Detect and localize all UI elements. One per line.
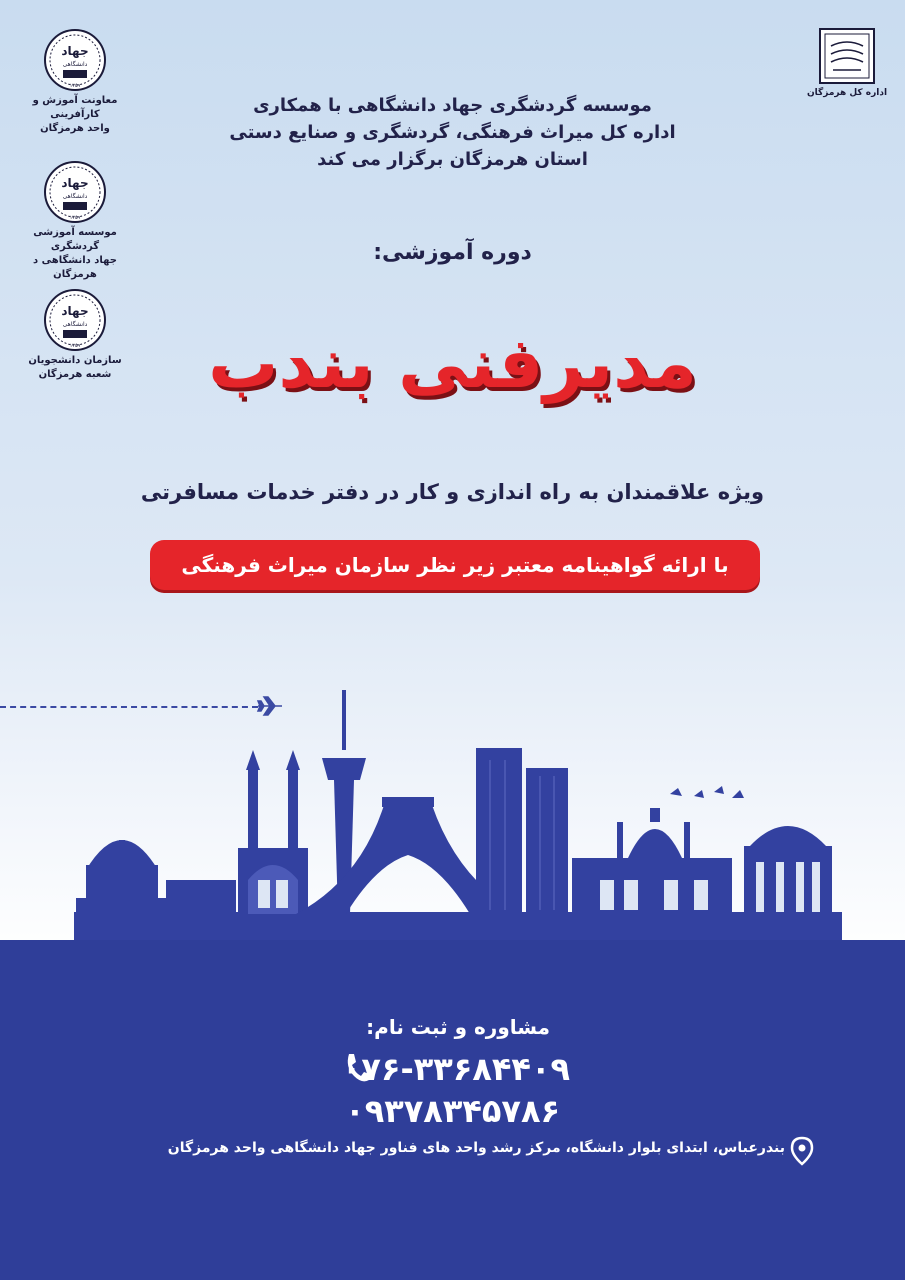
seal-caption-line2: شعبه هرمزگان bbox=[38, 369, 112, 380]
seal-caption bbox=[14, 354, 136, 382]
seal-year: ۱۳۵۹ bbox=[69, 343, 81, 349]
headline-title: مدیرفنی بندب bbox=[208, 322, 697, 404]
intro-text bbox=[180, 92, 725, 173]
jahad-seal-icon bbox=[43, 160, 107, 224]
seal-word: جهاد bbox=[61, 44, 89, 58]
address-text: بندرعباس، ابتدای بلوار دانشگاه، مرکز رشد واحد های فناور جهاد دانشگاهی واحد هرمزگان bbox=[167, 1140, 785, 1156]
seal-block-tourism bbox=[14, 160, 136, 282]
seal-caption-line2: جهاد دانشگاهی د هرمزگان bbox=[33, 255, 117, 280]
birds-icon bbox=[666, 780, 750, 816]
certificate-banner: با ارائه گواهینامه معتبر زیر نظر سازمان میراث فرهنگی bbox=[150, 540, 760, 590]
ministry-caption: اداره کل هرمزگان bbox=[806, 88, 888, 98]
seal-block-education bbox=[14, 28, 136, 136]
phone-landline[interactable]: ۰۷۶-۳۳۶۸۴۴۰۹ bbox=[341, 1050, 570, 1088]
course-label: دوره آموزشی: bbox=[373, 240, 532, 265]
intro-line2: اداره کل میراث فرهنگی، گردشگری و صنایع دستی bbox=[229, 122, 676, 143]
registration-label: مشاوره و ثبت نام: bbox=[366, 1015, 550, 1039]
special-for-text: ویژه علاقمندان به راه اندازی و کار در دفتر خدمات مسافرتی bbox=[140, 480, 765, 504]
ministry-logo bbox=[806, 28, 888, 98]
intro-line1: موسسه گردشگری جهاد دانشگاهی با همکاری bbox=[253, 95, 652, 116]
intro-line3: استان هرمزگان برگزار می کند bbox=[317, 149, 588, 170]
jahad-seal-icon bbox=[43, 28, 107, 92]
city-skyline bbox=[0, 680, 905, 942]
seal-word: جهاد bbox=[61, 176, 89, 190]
seal-sub: دانشگاهی bbox=[62, 321, 88, 328]
phone-mobile[interactable]: ۰۹۳۷۸۳۴۵۷۸۶ bbox=[345, 1092, 560, 1130]
location-pin-icon bbox=[790, 1136, 814, 1166]
seal-sub: دانشگاهی bbox=[62, 193, 88, 200]
seal-year: ۱۳۵۹ bbox=[69, 215, 81, 221]
seal-caption bbox=[14, 226, 136, 282]
seal-caption bbox=[14, 94, 136, 136]
seal-caption-line1: معاونت آموزش و کارآفرینی bbox=[32, 95, 118, 120]
ministry-logo-icon bbox=[819, 28, 875, 84]
jahad-seal-icon bbox=[43, 288, 107, 352]
seal-block-students bbox=[14, 288, 136, 382]
seal-caption-line1: موسسه آموزشی گردشگری bbox=[33, 227, 117, 252]
seal-word: جهاد bbox=[61, 304, 89, 318]
seal-year: ۱۳۵۹ bbox=[69, 83, 81, 89]
seal-sub: دانشگاهی bbox=[62, 61, 88, 68]
seal-caption-line1: سازمان دانشجویان bbox=[28, 355, 122, 366]
seal-caption-line2: واحد هرمزگان bbox=[40, 123, 110, 134]
